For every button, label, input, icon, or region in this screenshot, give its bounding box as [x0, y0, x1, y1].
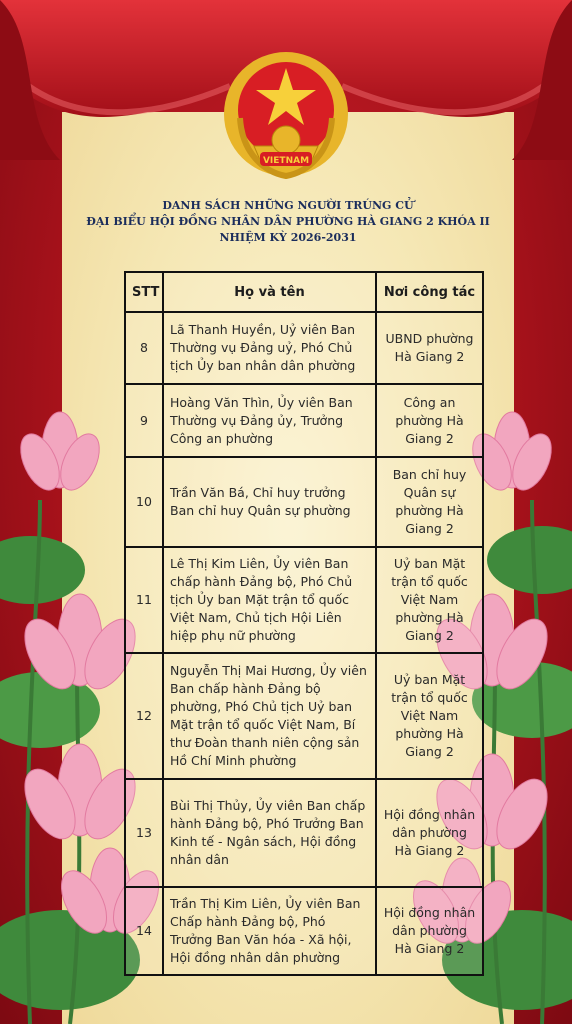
cell-stt: 12 — [125, 653, 163, 779]
header-workplace: Nơi công tác — [376, 272, 483, 312]
cell-stt: 14 — [125, 887, 163, 975]
national-emblem — [220, 48, 352, 182]
table-row — [125, 887, 483, 975]
title-line-3: NHIỆM KỲ 2026-2031 — [219, 231, 357, 244]
cell-workplace: Hội đồng nhân dân phường Hà Giang 2 — [376, 887, 483, 975]
cell-workplace: Công an phường Hà Giang 2 — [376, 384, 483, 457]
cell-name: Trần Thị Kim Liên, Ủy viên Ban Chấp hành Đảng bộ, Phó Trưởng Ban Văn hóa - Xã hội, Hội đồng nhân dân phường — [163, 887, 376, 975]
cell-workplace: UBND phường Hà Giang 2 — [376, 312, 483, 384]
cell-stt: 8 — [125, 312, 163, 384]
cell-stt: 13 — [125, 779, 163, 887]
document-title — [62, 198, 514, 246]
cell-name: Bùi Thị Thủy, Ủy viên Ban chấp hành Đảng bộ, Phó Trưởng Ban Kinh tế - Ngân sách, Hội đồng nhân dân — [163, 779, 376, 887]
table-row — [125, 384, 483, 457]
title-line-2: ĐẠI BIỂU HỘI ĐỒNG NHÂN DÂN PHƯỜNG HÀ GIANG 2 KHÓA II — [86, 215, 490, 228]
table-row — [125, 779, 483, 887]
cell-name: Lê Thị Kim Liên, Ủy viên Ban chấp hành Đảng bộ, Phó Chủ tịch Ủy ban Mặt trận tổ quốc Việt Nam, Chủ tịch Hội Liên hiệp phụ nữ phường — [163, 547, 376, 653]
cell-workplace: Ban chỉ huy Quân sự phường Hà Giang 2 — [376, 457, 483, 547]
table-row — [125, 457, 483, 547]
table-row — [125, 312, 483, 384]
cell-name: Lã Thanh Huyền, Uỷ viên Ban Thường vụ Đảng uỷ, Phó Chủ tịch Ủy ban nhân dân phường — [163, 312, 376, 384]
cell-stt: 9 — [125, 384, 163, 457]
cell-workplace: Uỷ ban Mặt trận tổ quốc Việt Nam phường Hà Giang 2 — [376, 547, 483, 653]
table-header-row — [125, 272, 483, 312]
table-row — [125, 653, 483, 779]
cell-workplace: Uỷ ban Mặt trận tổ quốc Việt Nam phường Hà Giang 2 — [376, 653, 483, 779]
title-line-1: DANH SÁCH NHỮNG NGƯỜI TRÚNG CỬ — [162, 199, 414, 212]
header-stt: STT — [125, 272, 163, 312]
cell-name: Nguyễn Thị Mai Hương, Ủy viên Ban chấp hành Đảng bộ phường, Phó Chủ tịch Uỷ ban Mặt trận tổ quốc Việt Nam, Bí thư Đoàn thanh niên cộng sản Hồ Chí Minh phường — [163, 653, 376, 779]
emblem-label: VIETNAM — [262, 156, 310, 166]
elected-delegates-table — [124, 271, 484, 976]
header-name: Họ và tên — [163, 272, 376, 312]
cell-stt: 11 — [125, 547, 163, 653]
cell-workplace: Hội đồng nhân dân phường Hà Giang 2 — [376, 779, 483, 887]
table-row — [125, 547, 483, 653]
cell-stt: 10 — [125, 457, 163, 547]
cell-name: Trần Văn Bá, Chỉ huy trưởng Ban chỉ huy Quân sự phường — [163, 457, 376, 547]
cell-name: Hoàng Văn Thìn, Ủy viên Ban Thường vụ Đảng ủy, Trưởng Công an phường — [163, 384, 376, 457]
